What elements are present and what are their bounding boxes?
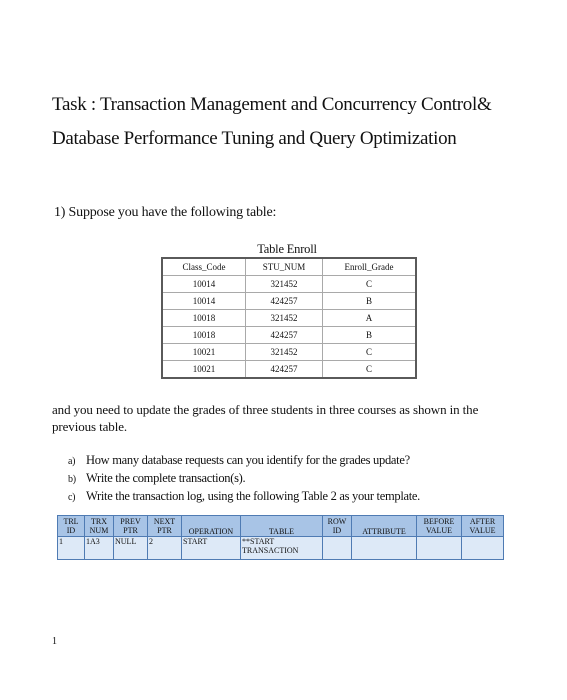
log-header-cell: AFTER VALUE: [462, 516, 504, 537]
table-cell: 424257: [246, 293, 323, 310]
table-cell: 1: [58, 537, 85, 560]
table-cell: **START TRANSACTION: [241, 537, 323, 560]
log-header-row: [58, 516, 504, 537]
transaction-log-table: [57, 515, 504, 560]
table-cell: 424257: [246, 327, 323, 344]
table-cell: 10014: [162, 293, 246, 310]
heading-line-2: Database Performance Tuning and Query Optimization: [52, 128, 457, 149]
table-cell: NULL: [114, 537, 148, 560]
log-header-cell: ROW ID: [323, 516, 352, 537]
list-item-text: Write the transaction log, using the following Table 2 as your template.: [86, 489, 420, 503]
log-header-cell: PREV PTR: [114, 516, 148, 537]
table-cell: 1A3: [85, 537, 114, 560]
page-number: 1: [52, 636, 57, 647]
table-cell: 424257: [246, 361, 323, 379]
enroll-table: [161, 257, 417, 379]
list-item-text: How many database requests can you identify for the grades update?: [86, 453, 410, 467]
table-cell: [352, 537, 417, 560]
table-cell: [323, 537, 352, 560]
table-row: [162, 344, 416, 361]
instruction-paragraph: and you need to update the grades of three students in three courses as shown in the previous table.: [52, 402, 479, 434]
list-marker: a): [68, 456, 76, 467]
log-header-cell: TRL ID: [58, 516, 85, 537]
table-cell: C: [323, 361, 417, 379]
table-caption: Table Enroll: [257, 242, 317, 256]
table-cell: 10021: [162, 344, 246, 361]
table-cell: 10014: [162, 276, 246, 293]
table-cell: C: [323, 344, 417, 361]
table-cell: C: [323, 276, 417, 293]
log-header-cell: TABLE: [241, 516, 323, 537]
enroll-header-cell: Enroll_Grade: [323, 258, 417, 276]
log-header-cell: NEXT PTR: [148, 516, 182, 537]
list-marker: b): [68, 474, 76, 485]
table-cell: A: [323, 310, 417, 327]
list-item: [68, 452, 420, 470]
log-header-cell: OPERATION: [182, 516, 241, 537]
enroll-header-row: [162, 258, 416, 276]
table-cell: 321452: [246, 276, 323, 293]
table-cell: 321452: [246, 344, 323, 361]
table-cell: START: [182, 537, 241, 560]
table-cell: 10021: [162, 361, 246, 379]
table-cell: [462, 537, 504, 560]
table-row: [162, 327, 416, 344]
log-header-cell: BEFORE VALUE: [417, 516, 462, 537]
list-item: [68, 488, 420, 506]
table-row: [162, 276, 416, 293]
table-cell: B: [323, 327, 417, 344]
table-row: [58, 537, 504, 560]
table-row: [162, 293, 416, 310]
list-item: [68, 470, 420, 488]
table-cell: 321452: [246, 310, 323, 327]
log-header-cell: ATTRIBUTE: [352, 516, 417, 537]
table-row: [162, 361, 416, 379]
table-cell: B: [323, 293, 417, 310]
heading-line-1: Task : Transaction Management and Concurrency Control&: [52, 94, 492, 115]
subquestion-list: [68, 452, 420, 506]
table-row: [162, 310, 416, 327]
list-marker: c): [68, 492, 76, 503]
enroll-header-cell: STU_NUM: [246, 258, 323, 276]
list-item-text: Write the complete transaction(s).: [86, 471, 246, 485]
table-cell: 2: [148, 537, 182, 560]
question-1: 1) Suppose you have the following table:: [54, 205, 277, 220]
log-header-cell: TRX NUM: [85, 516, 114, 537]
enroll-header-cell: Class_Code: [162, 258, 246, 276]
table-cell: 10018: [162, 310, 246, 327]
table-cell: 10018: [162, 327, 246, 344]
table-cell: [417, 537, 462, 560]
